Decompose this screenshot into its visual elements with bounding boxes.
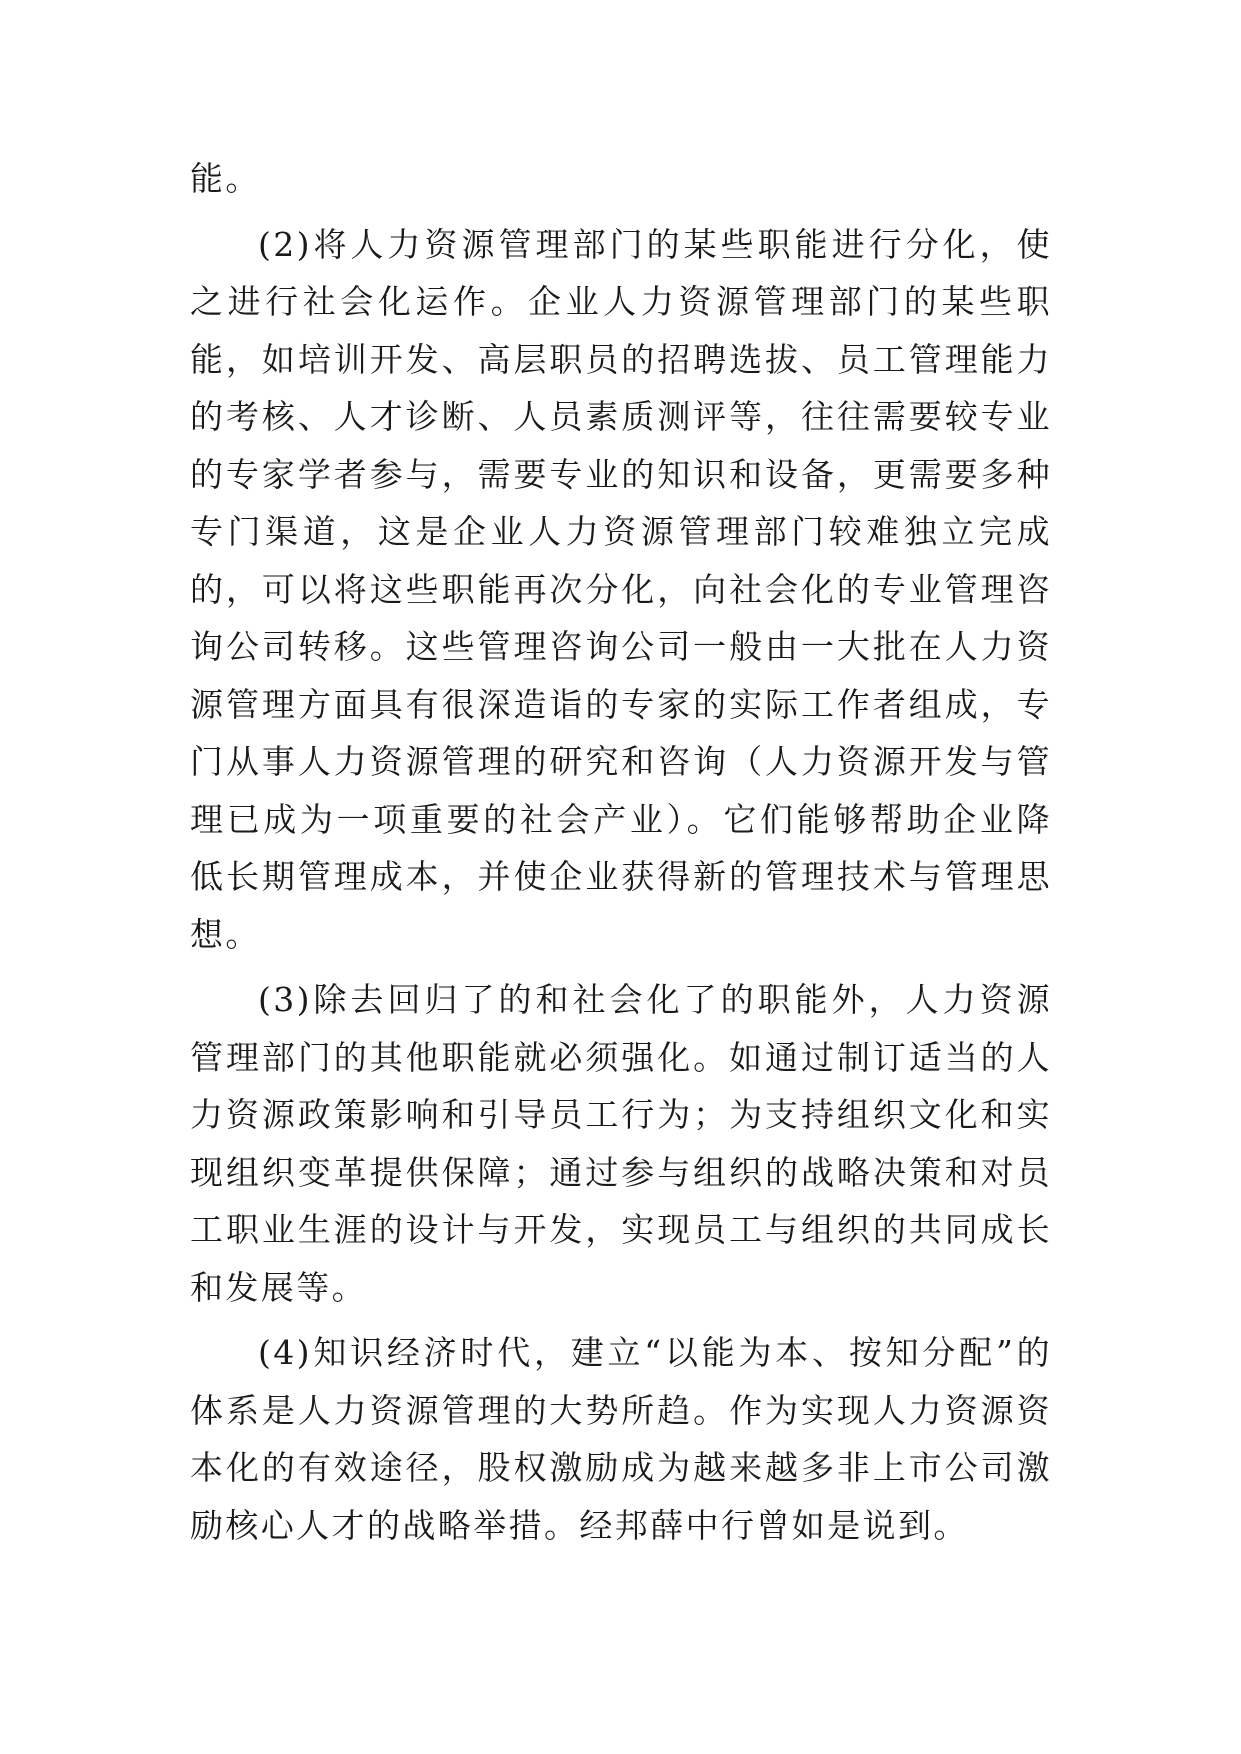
paragraph-item-4: (4)知识经济时代，建立“以能为本、按知分配”的体系是人力资源管理的大势所趋。作为实现人力资源资本化的有效途径，股权激励成为越来越多非上市公司激励核心人才的战略举措。经邦薛中行曾如是说到。 (190, 1333, 1052, 1545)
paragraph-item-2: (2)将人力资源管理部门的某些职能进行分化，使之进行社会化运作。企业人力资源管理部门的某些职能，如培训开发、高层职员的招聘选拔、员工管理能力的考核、人才诊断、人员素质测评等，往往需要较专业的专家学者参与，需要专业的知识和设备，更需要多种专门渠道，这是企业人力资源管理部门较难独立完成的，可以将这些职能再次分化，向社会化的专业管理咨询公司转移。这些管理咨询公司一般由一大批在人力资源管理方面具有很深造诣的专家的实际工作者组成，专门从事人力资源管理的研究和咨询（人力资源开发与管理已成为一项重要的社会产业）。它们能够帮助企业降低长期管理成本，并使企业获得新的管理技术与管理思想。 (190, 224, 1052, 954)
document-body (190, 150, 1052, 1562)
paragraph-item-3: (3)除去回归了的和社会化了的职能外，人力资源管理部门的其他职能就必须强化。如通过制订适当的人力资源政策影响和引导员工行为；为支持组织文化和实现组织变革提供保障；通过参与组织的战略决策和对员工职业生涯的设计与开发，实现员工与组织的共同成长和发展等。 (190, 980, 1052, 1307)
paragraph-continuation: 能。 (190, 159, 261, 198)
